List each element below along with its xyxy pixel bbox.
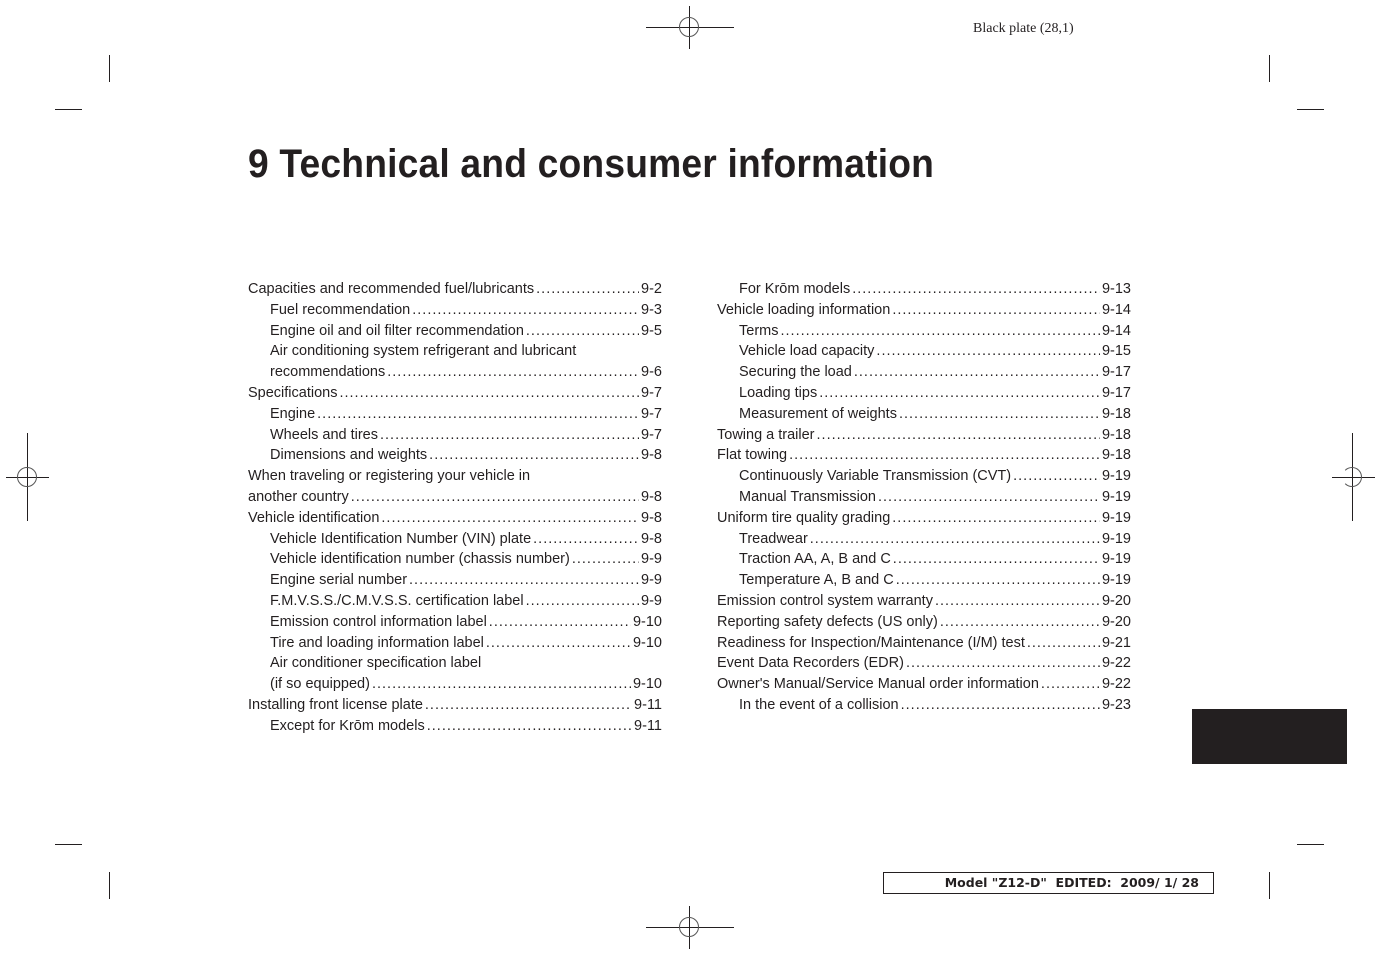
toc-entry-page-number: 9-17 (1101, 384, 1131, 401)
toc-entry-page-number: 9-10 (632, 676, 662, 693)
toc-entry-line (739, 487, 1131, 508)
toc-entry-label: Manual Transmission (739, 488, 876, 505)
dot-leader (817, 425, 1100, 446)
toc-entry-line (739, 341, 1131, 362)
toc-entry[interactable] (717, 508, 1131, 529)
dot-leader (1013, 466, 1100, 487)
toc-entry-label: Engine (270, 405, 316, 422)
toc-entry-line (270, 591, 662, 612)
toc-entry-page-number: 9-19 (1101, 488, 1131, 505)
dot-leader (381, 508, 639, 529)
toc-entry-label: Securing the load (739, 364, 852, 381)
toc-entry[interactable] (248, 612, 662, 633)
toc-entry-page-number: 9-14 (1101, 301, 1131, 318)
dot-leader (380, 425, 639, 446)
toc-entry-line (270, 404, 662, 425)
dot-leader (940, 612, 1100, 633)
toc-entry-page-number: 9-8 (641, 509, 662, 526)
toc-entry-page-number: 9-5 (641, 322, 662, 339)
toc-entry-page-number: 9-13 (1101, 281, 1131, 297)
dot-leader (819, 383, 1100, 404)
toc-entry-label: Capacities and recommended fuel/lubricants (248, 281, 535, 297)
toc-entry-page-number: 9-19 (1101, 551, 1131, 568)
toc-entry-page-number: 9-18 (1101, 405, 1131, 422)
toc-entry-label: Vehicle loading information (717, 301, 891, 318)
toc-entry-line (248, 279, 662, 300)
toc-entry-label: Measurement of weights (739, 405, 897, 422)
plate-label: Black plate (28,1) (973, 21, 1074, 36)
toc-entry-label: Emission control information label (270, 613, 487, 630)
toc-entry-page-number: 9-22 (1101, 655, 1131, 672)
dot-leader (533, 529, 639, 550)
toc-entry-label: Tire and loading information label (270, 634, 484, 651)
toc-entry-page-number: 9-6 (641, 364, 662, 381)
dot-leader (892, 508, 1100, 529)
toc-entry-label: Fuel recommendation (270, 301, 411, 318)
toc-entry-line (270, 529, 662, 550)
toc-entry-label: Treadwear (739, 530, 808, 547)
toc-entry[interactable] (248, 445, 662, 466)
dot-leader (425, 695, 632, 716)
toc-column-right (717, 279, 1131, 716)
toc-entry[interactable] (717, 695, 1131, 716)
dot-leader (387, 362, 639, 383)
toc-entry-page-number: 9-9 (641, 551, 662, 568)
toc-entry-label: Vehicle load capacity (739, 343, 875, 360)
toc-entry[interactable] (717, 279, 1131, 300)
toc-entry-line (270, 445, 662, 466)
toc-entry[interactable] (717, 549, 1131, 570)
toc-entry-line (717, 445, 1131, 466)
toc-entry-page-number: 9-21 (1101, 634, 1131, 651)
toc-entry[interactable] (248, 425, 662, 446)
dot-leader (317, 404, 639, 425)
dot-leader (1027, 633, 1100, 654)
chapter-title: 9 Technical and consumer information (248, 142, 935, 186)
toc-entry-line (739, 570, 1131, 591)
dot-leader (852, 279, 1100, 300)
toc-entry-line (270, 549, 662, 570)
toc-entry[interactable] (717, 674, 1131, 695)
toc-entry[interactable] (248, 279, 662, 300)
toc-entry-label: Installing front license plate (248, 696, 423, 713)
toc-entry-line (739, 279, 1131, 300)
toc-entry-line (739, 383, 1131, 404)
toc-entry-page-number: 9-7 (641, 405, 662, 422)
toc-entry-page-number: 9-20 (1101, 592, 1131, 609)
toc-entry-label: Event Data Recorders (EDR) (717, 655, 904, 672)
toc-entry[interactable] (717, 466, 1131, 487)
toc-entry-line (717, 633, 1131, 654)
toc-entry-label: Engine oil and oil filter recommendation (270, 322, 524, 339)
toc-entry-line (739, 529, 1131, 550)
toc-entry-line (739, 321, 1131, 342)
toc-entry[interactable] (717, 341, 1131, 362)
toc-entry-label: Flat towing (717, 447, 788, 464)
toc-entry-line (270, 425, 662, 446)
dot-leader (878, 487, 1100, 508)
toc-entry-label: another country (248, 488, 349, 505)
toc-entry[interactable] (248, 300, 662, 321)
toc-entry-line (270, 612, 662, 633)
toc-entry-line (739, 404, 1131, 425)
toc-entry-line (270, 362, 662, 383)
toc-entry[interactable] (717, 633, 1131, 654)
toc-entry-page-number: 9-11 (634, 696, 662, 713)
toc-entry-label: Continuously Variable Transmission (CVT) (739, 468, 1012, 485)
toc-entry[interactable] (248, 383, 662, 404)
toc-entry-page-number: 9-2 (641, 281, 662, 297)
toc-entry-line (270, 674, 662, 695)
toc-entry[interactable] (717, 383, 1131, 404)
toc-entry-line (270, 300, 662, 321)
toc-entry-page-number: 9-7 (641, 426, 662, 443)
dot-leader (893, 549, 1100, 570)
toc-entry-label: Except for Krōm models (270, 717, 425, 734)
toc-entry-line (270, 570, 662, 591)
toc-entry-line (270, 633, 662, 654)
toc-entry-page-number: 9-10 (632, 634, 662, 651)
dot-leader (780, 321, 1099, 342)
toc-entry-page-number: 9-9 (641, 592, 662, 609)
toc-entry-page-number: 9-15 (1101, 343, 1131, 360)
toc-entry-line (717, 300, 1131, 321)
toc-column-left (248, 279, 662, 737)
chapter-thumb-tab (1192, 709, 1347, 764)
toc-entry-page-number: 9-8 (641, 488, 662, 505)
toc-entry-line (717, 508, 1131, 529)
toc-entry[interactable] (248, 508, 662, 529)
dot-leader (854, 362, 1100, 383)
toc-entry[interactable] (717, 591, 1131, 612)
dot-leader (896, 570, 1100, 591)
toc-entry-line (270, 321, 662, 342)
toc-entry-label: Owner's Manual/Service Manual order information (717, 676, 1039, 693)
dot-leader (1041, 674, 1100, 695)
toc-entry-page-number: 9-3 (641, 301, 662, 318)
toc-entry-label: F.M.V.S.S./C.M.V.S.S. certification label (270, 592, 524, 609)
dot-leader (892, 300, 1100, 321)
toc-entry-label: (if so equipped) (270, 676, 370, 693)
toc-entry-line (248, 508, 662, 529)
dot-leader (486, 633, 631, 654)
dot-leader (789, 445, 1100, 466)
toc-entry[interactable] (248, 591, 662, 612)
toc-entry-label: Specifications (248, 384, 338, 401)
toc-entry-page-number: 9-22 (1101, 676, 1131, 693)
toc-entry-label-line1: Air conditioner specification label (270, 655, 482, 672)
toc-entry-label: Temperature A, B and C (739, 572, 894, 589)
dot-leader (906, 653, 1100, 674)
toc-entry-label: For Krōm models (739, 281, 851, 297)
toc-entry-line (739, 549, 1131, 570)
toc-entry-label: Readiness for Inspection/Maintenance (I/M) test (717, 634, 1025, 651)
dot-leader (536, 279, 639, 300)
toc-entry-page-number: 9-17 (1101, 364, 1131, 381)
toc-entry-line (739, 362, 1131, 383)
toc-entry[interactable] (717, 653, 1131, 674)
toc-entry[interactable] (717, 300, 1131, 321)
toc-entry-label: Traction AA, A, B and C (739, 551, 891, 568)
toc-entry-label-line1: Air conditioning system refrigerant and lubricant (270, 343, 577, 360)
toc-entry-page-number: 9-18 (1101, 426, 1131, 443)
toc-entry[interactable] (717, 445, 1131, 466)
toc-entry-label: Terms (739, 322, 779, 339)
toc-entry-label: Reporting safety defects (US only) (717, 613, 938, 630)
toc-entry[interactable] (717, 404, 1131, 425)
toc-entry-label: Vehicle identification (248, 509, 380, 526)
dot-leader (572, 549, 639, 570)
toc-entry-label: Vehicle Identification Number (VIN) plate (270, 530, 532, 547)
dot-leader (372, 674, 631, 695)
toc-entry[interactable] (248, 404, 662, 425)
toc-entry-label: Engine serial number (270, 572, 408, 589)
dot-leader (526, 321, 639, 342)
toc-entry-line (270, 716, 662, 737)
toc-entry[interactable] (717, 425, 1131, 446)
toc-entry-line (248, 487, 662, 508)
footer-model-edited-box: Model "Z12-D" EDITED: 2009/ 1/ 28 (883, 872, 1214, 894)
dot-leader (409, 570, 639, 591)
toc-entry-line (717, 674, 1131, 695)
dot-leader (810, 529, 1100, 550)
toc-entry-label: In the event of a collision (739, 696, 899, 713)
toc-entry-label: recommendations (270, 364, 386, 381)
toc-entry-page-number: 9-20 (1101, 613, 1131, 630)
dot-leader (876, 341, 1100, 362)
toc-entry[interactable] (248, 549, 662, 570)
toc-entry[interactable] (717, 612, 1131, 633)
toc-entry[interactable] (717, 487, 1131, 508)
toc-entry-page-number: 9-14 (1101, 322, 1131, 339)
toc-entry-label: Emission control system warranty (717, 592, 933, 609)
toc-entry-page-number: 9-7 (641, 384, 662, 401)
toc-entry[interactable] (717, 529, 1131, 550)
dot-leader (429, 445, 639, 466)
toc-entry-label: Dimensions and weights (270, 447, 428, 464)
dot-leader (412, 300, 639, 321)
dot-leader (901, 695, 1100, 716)
dot-leader (935, 591, 1100, 612)
toc-entry-label: Uniform tire quality grading (717, 509, 891, 526)
toc-entry-page-number: 9-8 (641, 530, 662, 547)
dot-leader (351, 487, 639, 508)
toc-entry-line (717, 612, 1131, 633)
dot-leader (489, 612, 631, 633)
toc-entry-page-number: 9-8 (641, 447, 662, 464)
toc-entry-label: Vehicle identification number (chassis number) (270, 551, 570, 568)
toc-entry-page-number: 9-19 (1101, 572, 1131, 589)
toc-entry-page-number: 9-19 (1101, 530, 1131, 547)
toc-entry-line (739, 695, 1131, 716)
toc-entry-label: Loading tips (739, 384, 818, 401)
toc-entry-page-number: 9-19 (1101, 509, 1131, 526)
dot-leader (339, 383, 639, 404)
toc-entry[interactable] (717, 321, 1131, 342)
toc-entry-line (717, 425, 1131, 446)
toc-entry[interactable] (248, 321, 662, 342)
toc-entry-page-number: 9-23 (1101, 696, 1131, 713)
toc-entry-line (248, 383, 662, 404)
toc-entry-page-number: 9-10 (632, 613, 662, 630)
toc-entry-line (717, 591, 1131, 612)
toc-entry-label: Wheels and tires (270, 426, 378, 443)
toc-entry-page-number: 9-9 (641, 572, 662, 589)
toc-entry[interactable] (248, 341, 662, 383)
toc-entry-line (248, 695, 662, 716)
toc-entry[interactable] (248, 570, 662, 591)
toc-entry-line (717, 653, 1131, 674)
toc-entry[interactable] (248, 529, 662, 550)
toc-entry-line (739, 466, 1131, 487)
toc-entry[interactable] (248, 716, 662, 737)
dot-leader (899, 404, 1100, 425)
toc-entry[interactable] (248, 653, 662, 695)
toc-entry[interactable] (248, 633, 662, 654)
toc-entry[interactable] (248, 466, 662, 508)
toc-entry[interactable] (717, 570, 1131, 591)
dot-leader (526, 591, 639, 612)
toc-entry-page-number: 9-11 (634, 717, 662, 734)
dot-leader (427, 716, 632, 737)
toc-entry-page-number: 9-19 (1101, 468, 1131, 485)
toc-entry-label: Towing a trailer (717, 426, 815, 443)
toc-entry[interactable] (248, 695, 662, 716)
toc-entry[interactable] (717, 362, 1131, 383)
toc-entry-label-line1: When traveling or registering your vehicle in (248, 468, 531, 485)
toc-entry-page-number: 9-18 (1101, 447, 1131, 464)
